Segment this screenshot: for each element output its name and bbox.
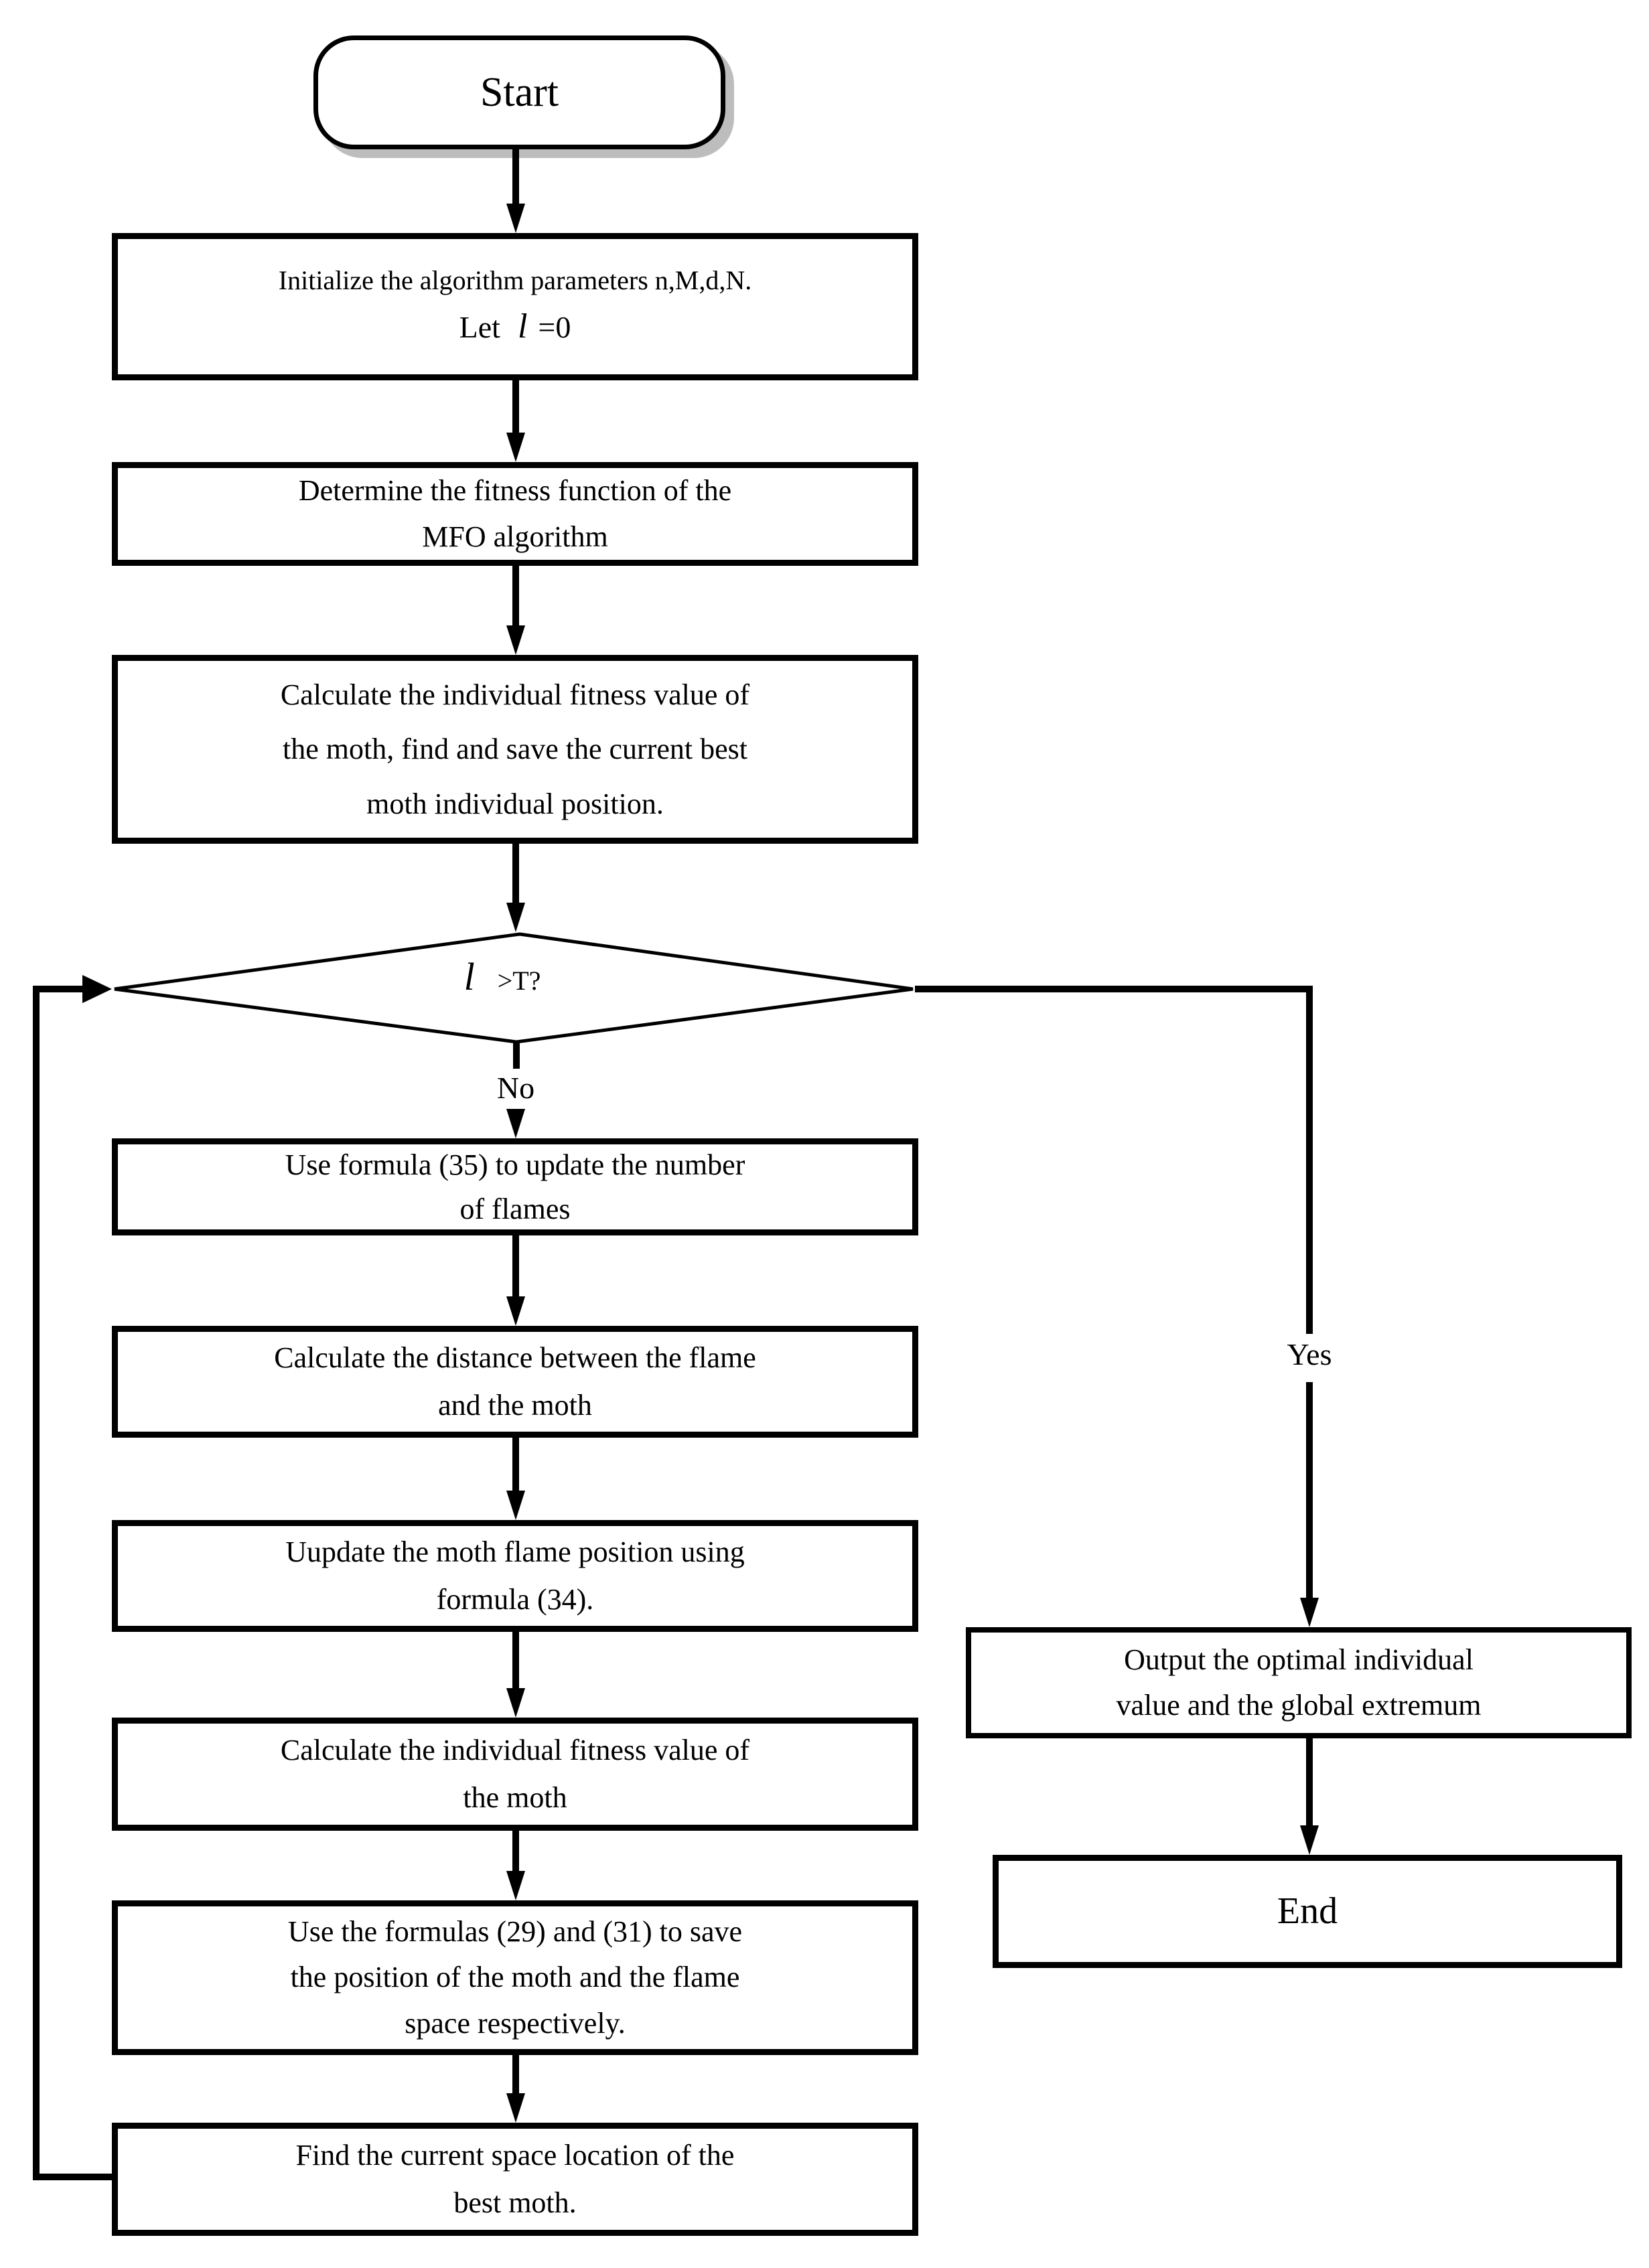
calc-fitness-save-best-box xyxy=(112,655,918,844)
connector-yes-vertical-lower xyxy=(1306,1382,1313,1599)
connector-init-to-fitness xyxy=(512,380,519,434)
arrowhead-output-icon xyxy=(1300,1598,1319,1627)
connector-calc-to-decision xyxy=(512,844,519,904)
let-value: =0 xyxy=(538,310,571,344)
init-params-line2 xyxy=(459,301,571,353)
arrowhead-end-icon xyxy=(1300,1825,1319,1855)
fitness-function-line1: Determine the fitness function of the xyxy=(298,474,732,508)
find-best-location-box xyxy=(112,2123,918,2236)
connector-decision-no-stub xyxy=(513,1043,520,1069)
init-params-box xyxy=(112,233,918,380)
calc-fitness-moth-box xyxy=(112,1718,918,1831)
calc-save-line2: the moth, find and save the current best xyxy=(282,733,747,766)
save-position-line3: space respectively. xyxy=(405,2006,626,2040)
loop-back-horizontal-top xyxy=(33,986,84,992)
connector-distance-to-position xyxy=(512,1438,519,1492)
arrowhead-calc-icon xyxy=(506,625,525,655)
fitness-function-line2: MFO algorithm xyxy=(422,520,608,553)
start-label: Start xyxy=(480,70,559,115)
output-line2: value and the global extremum xyxy=(1116,1689,1482,1722)
output-box xyxy=(966,1627,1632,1738)
fitness-function-box xyxy=(112,462,918,566)
arrowhead-position-icon xyxy=(506,1491,525,1520)
connector-position-to-fitness2 xyxy=(512,1632,519,1689)
arrowhead-init-icon xyxy=(506,204,525,233)
calc-fitness-moth-line1: Calculate the individual fitness value of xyxy=(280,1734,750,1767)
decision-operator: >T? xyxy=(497,966,541,996)
calc-distance-line2: and the moth xyxy=(438,1388,592,1422)
update-flames-box xyxy=(112,1138,918,1235)
update-position-line2: formula (34). xyxy=(436,1582,594,1616)
arrowhead-distance-icon xyxy=(506,1296,525,1326)
arrowhead-find-icon xyxy=(506,2093,525,2123)
connector-save-to-find xyxy=(512,2055,519,2095)
update-flames-line2: of flames xyxy=(459,1192,571,1225)
update-position-line1: Uupdate the moth flame position using xyxy=(285,1535,745,1569)
connector-decision-yes-horizontal xyxy=(915,986,1313,992)
find-best-line2: best moth. xyxy=(453,2186,577,2219)
end-node xyxy=(993,1855,1622,1968)
update-position-box xyxy=(112,1520,918,1632)
init-params-line1: Initialize the algorithm parameters n,M,d,N. xyxy=(278,265,752,295)
save-position-line2: the position of the moth and the flame xyxy=(290,1961,740,1994)
end-label: End xyxy=(1277,1890,1338,1932)
connector-fitness2-to-save xyxy=(512,1831,519,1872)
calc-distance-box xyxy=(112,1326,918,1438)
calc-distance-line1: Calculate the distance between the flame xyxy=(274,1341,756,1375)
arrowhead-decision-icon xyxy=(506,903,525,932)
start-node xyxy=(313,35,725,149)
decision-variable: l xyxy=(463,955,475,998)
connector-output-to-end xyxy=(1306,1738,1313,1827)
update-flames-line1: Use formula (35) to update the number xyxy=(285,1148,745,1181)
save-position-box xyxy=(112,1900,918,2055)
arrowhead-fitness2-icon xyxy=(506,1688,525,1718)
calc-save-line1: Calculate the individual fitness value of xyxy=(280,678,750,711)
save-position-line1: Use the formulas (29) and (31) to save xyxy=(287,1915,743,1949)
calc-fitness-moth-line2: the moth xyxy=(463,1781,567,1814)
let-text: Let xyxy=(459,310,500,344)
decision-condition-label xyxy=(382,954,623,1021)
arrowhead-loop-icon xyxy=(82,975,112,1003)
connector-start-to-init xyxy=(512,149,519,205)
connector-flames-to-distance xyxy=(512,1235,519,1298)
find-best-line1: Find the current space location of the xyxy=(295,2139,735,2172)
connector-yes-vertical-upper xyxy=(1306,986,1313,1334)
arrowhead-save-icon xyxy=(506,1871,525,1900)
loop-back-vertical xyxy=(33,986,40,2180)
output-line1: Output the optimal individual xyxy=(1124,1643,1474,1676)
no-label: No xyxy=(496,1071,535,1105)
yes-label: Yes xyxy=(1287,1337,1332,1371)
loop-back-horizontal-bottom xyxy=(33,2174,112,2180)
connector-fitness-to-calc xyxy=(512,566,519,627)
iteration-variable: l xyxy=(517,307,528,346)
calc-save-line3: moth individual position. xyxy=(366,787,664,820)
arrowhead-fitness-icon xyxy=(506,433,525,462)
arrowhead-no-branch-icon xyxy=(506,1109,525,1138)
